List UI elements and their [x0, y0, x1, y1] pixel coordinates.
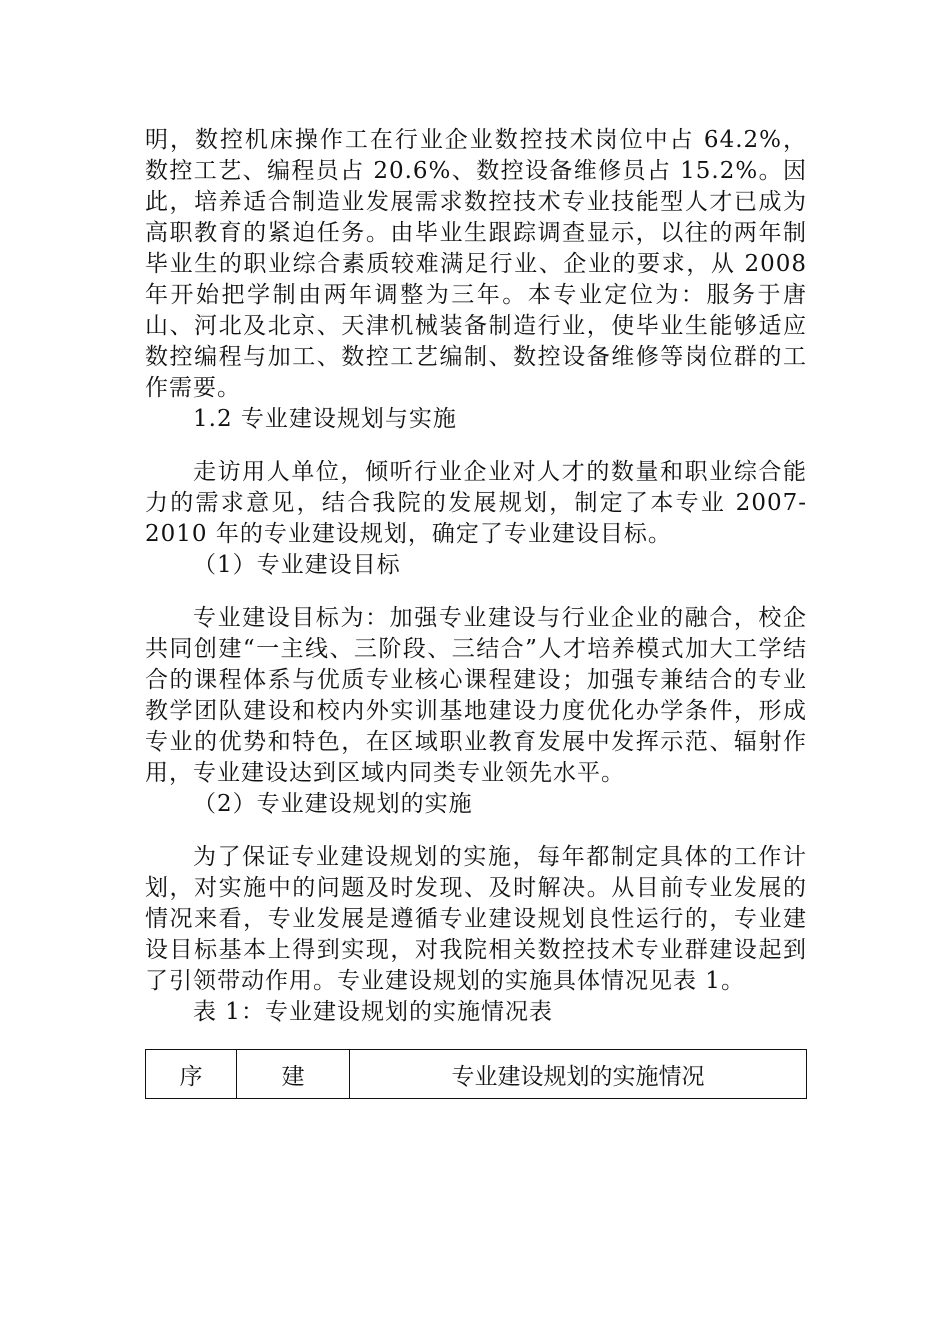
paragraph-visit: 走访用人单位，倾听行业企业对人才的数量和职业综合能力的需求意见，结合我院的发展规划，制定了本专业 2007-2010 年的专业建设规划，确定了专业建设目标。: [145, 459, 807, 547]
plan-table: [145, 1049, 807, 1099]
table-header-cell-status: 专业建设规划的实施情况: [350, 1050, 807, 1099]
section-heading-1-2: 1.2 专业建设规划与实施: [193, 406, 457, 432]
paragraph-implementation: 为了保证专业建设规划的实施，每年都制定具体的工作计划，对实施中的问题及时发现、及时解决。从目前专业发展的情况来看，专业发展是遵循专业建设规划良性运行的，专业建设目标基本上得到实现，对我院相关数控技术专业群建设起到了引领带动作用。专业建设规划的实施具体情况见表 1。: [145, 844, 807, 994]
table-caption: 表 1：专业建设规划的实施情况表: [193, 999, 553, 1025]
paragraph-intro: 明，数控机床操作工在行业企业数控技术岗位中占 64.2%，数控工艺、编程员占 20.6%、数控设备维修员占 15.2%。因此，培养适合制造业发展需求数控技术专业技能型人才已成为高职教育的紧迫任务。由毕业生跟踪调查显示，以往的两年制毕业生的职业综合素质较难满足行业、企业的要求，从 2008 年开始把学制由两年调整为三年。本专业定位为：服务于唐山、河北及北京、天津机械装备制造行业，使毕业生能够适应数控编程与加工、数控工艺编制、数控设备维修等岗位群的工作需要。: [145, 127, 807, 401]
paragraph-goal: 专业建设目标为：加强专业建设与行业企业的融合，校企共同创建“一主线、三阶段、三结合”人才培养模式加大工学结合的课程体系与优质专业核心课程建设；加强专兼结合的专业教学团队建设和校内外实训基地建设力度优化办学条件，形成专业的优势和特色，在区域职业教育发展中发挥示范、辐射作用，专业建设达到区域内同类专业领先水平。: [145, 605, 807, 786]
table-header-cell-item: 建: [237, 1050, 350, 1099]
subsection-heading-implementation: （2）专业建设规划的实施: [193, 791, 473, 817]
subsection-heading-goal: （1）专业建设目标: [193, 552, 401, 578]
table-header-cell-index: 序: [146, 1050, 237, 1099]
table-header-row: [146, 1050, 807, 1099]
document-page: [145, 125, 807, 1099]
